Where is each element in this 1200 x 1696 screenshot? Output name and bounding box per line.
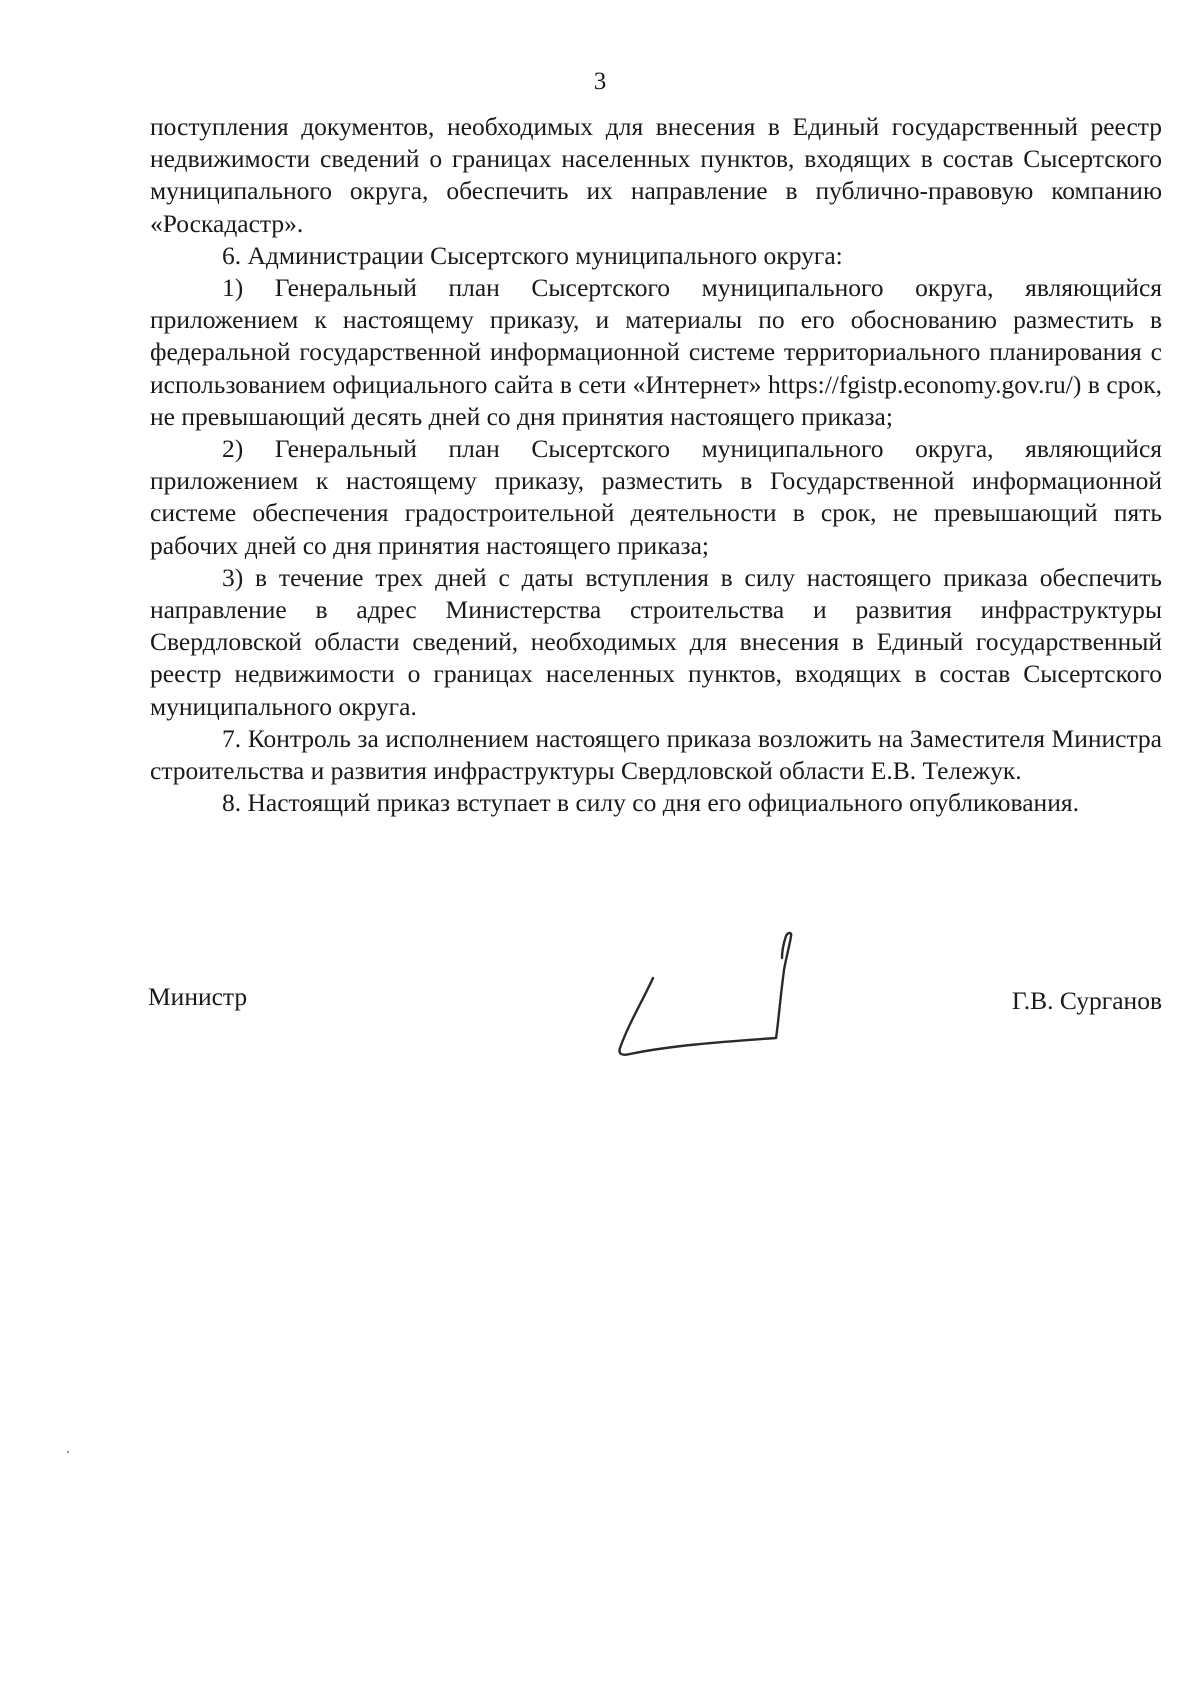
paragraph-item-6: 6. Администрации Сысертского муниципального округа: bbox=[222, 240, 843, 270]
paragraph-item-8: 8. Настоящий приказ вступает в силу со дня его официального опубликования. bbox=[222, 788, 1079, 818]
signatory-title: Министр bbox=[148, 982, 248, 1011]
paragraph-continuation: поступления документов, необходимых для внесения в Единый государственный реестр недвижимости сведений о границах населенных пунктов, входящих в состав Сысертского муниципального округа, обеспечить их направление в публично-правовую компанию «Роскадастр». bbox=[150, 112, 1162, 238]
handwritten-signature bbox=[608, 930, 798, 1058]
paragraph-subitem-3: 3) в течение трех дней с даты вступления в силу настоящего приказа обеспечить направление в адрес Министерства строительства и развития инфраструктуры Свердловской области сведений, необходимых для внесения в Единый государственный реестр недвижимости о границах населенных пунктов, входящих в состав Сысертского муниципального округа. bbox=[150, 562, 1162, 721]
paragraph-subitem-2: 2) Генеральный план Сысертского муниципального округа, являющийся приложением к настоящему приказу, разместить в Государственной информационной системе обеспечения градостроительной деятельности в срок, не превышающий пять рабочих дней со дня принятия настоящего приказа; bbox=[150, 434, 1162, 560]
signatory-name: Г.В. Сурганов bbox=[1011, 986, 1162, 1015]
paragraph-subitem-1: 1) Генеральный план Сысертского муниципального округа, являющийся приложением к настоящему приказу, и материалы по его обоснованию разместить в федеральной государственной информационной системе территориального планирования с использованием официального сайта в сети «Интернет» https://fgistp.economy.gov.ru/) в срок, не превышающий десять дней со дня принятия настоящего приказа; bbox=[150, 273, 1162, 431]
document-body bbox=[150, 111, 1162, 819]
scan-speck bbox=[67, 1451, 69, 1453]
paragraph-item-7: 7. Контроль за исполнением настоящего приказа возложить на Заместителя Министра строительства и развития инфраструктуры Свердловской области Е.В. Тележук. bbox=[150, 723, 1162, 786]
page-number: 3 bbox=[593, 68, 607, 95]
